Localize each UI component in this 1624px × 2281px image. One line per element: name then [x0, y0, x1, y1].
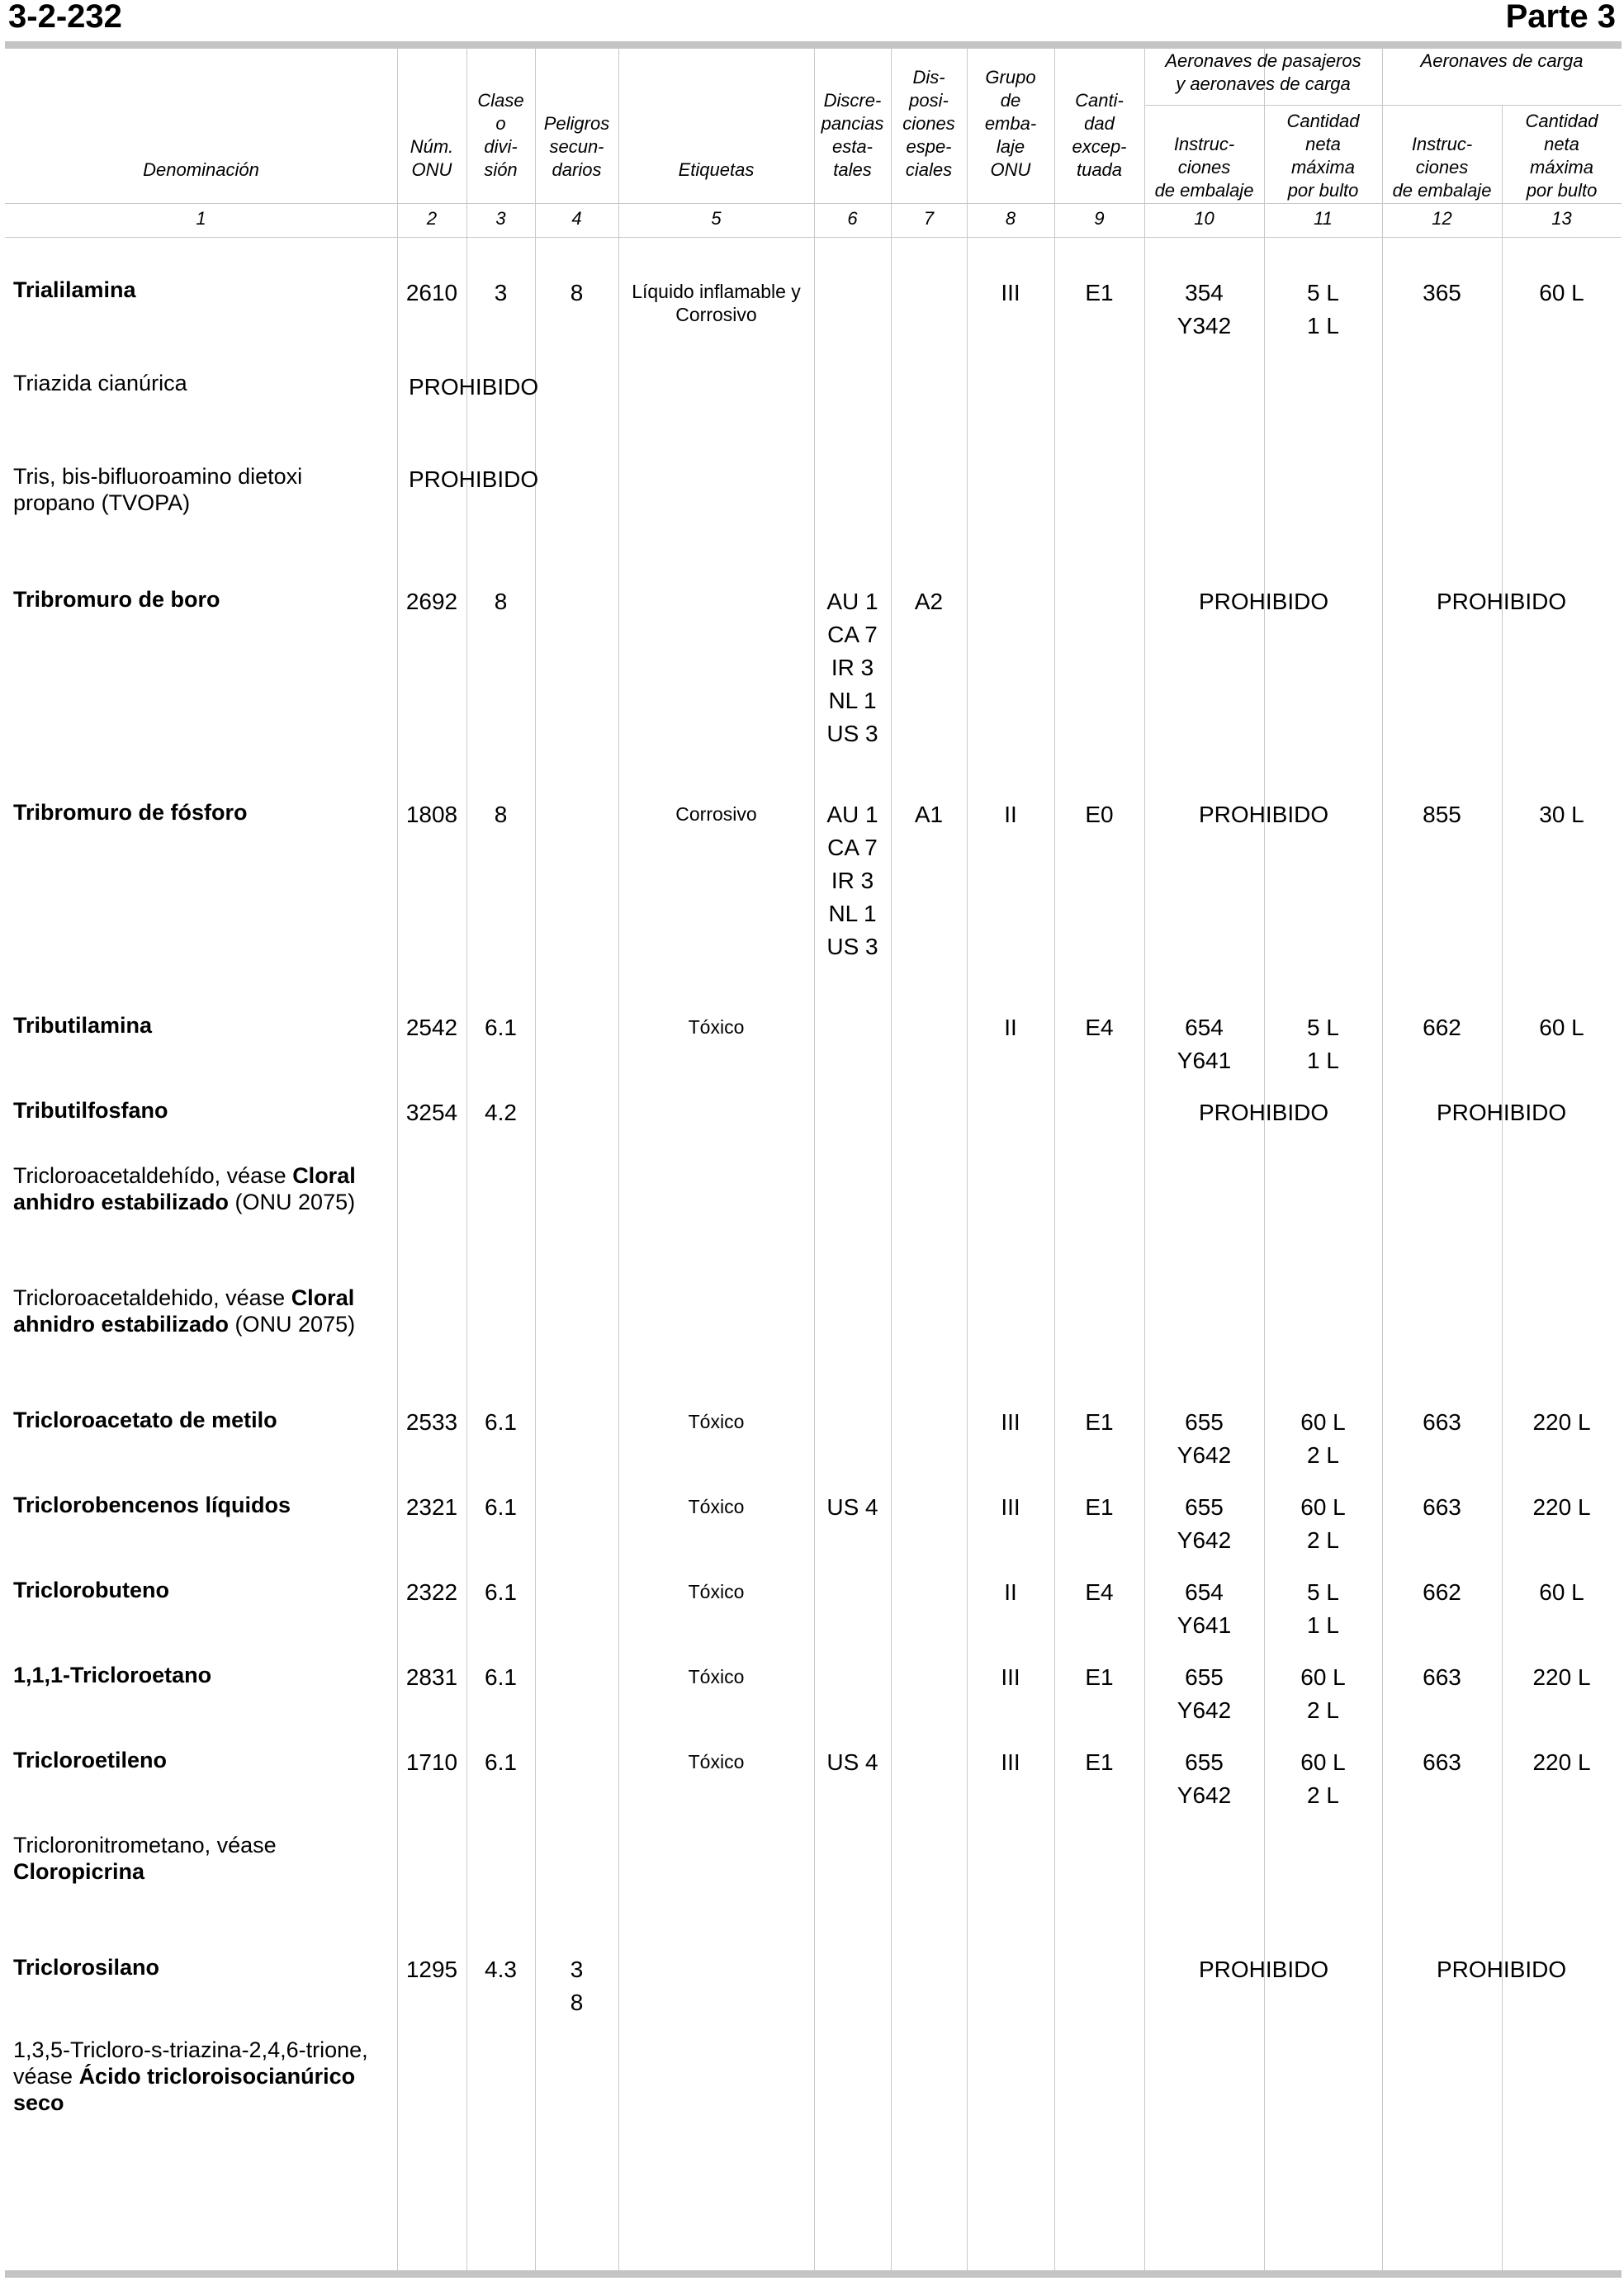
prohibited-text: PROHIBIDO: [1199, 1957, 1329, 1982]
pax-max-quantity: 5 L 1 L: [1307, 280, 1339, 338]
page-number: 3-2-232: [8, 0, 122, 35]
prohibited-text: PROHIBIDO: [1199, 589, 1329, 614]
class-division: 6.1: [485, 1579, 517, 1605]
un-number: 1808: [405, 802, 458, 827]
column-divider: [1054, 47, 1055, 2270]
cao-packing-instruction: 663: [1423, 1409, 1461, 1435]
special-provisions: A2: [914, 589, 944, 614]
column-divider: [1144, 47, 1145, 2270]
hazard-label: Tóxico: [688, 1666, 745, 1687]
hazard-label: Tóxico: [688, 1016, 745, 1038]
un-number: 2322: [405, 1579, 458, 1605]
pax-max-quantity: 60 L 2 L: [1300, 1749, 1346, 1808]
state-variations: AU 1 CA 7 IR 3 NL 1 US 3: [826, 802, 878, 959]
un-number: 3254: [405, 1100, 458, 1125]
cao-max-quantity: 60 L: [1539, 1579, 1584, 1605]
un-number: 2542: [405, 1015, 458, 1040]
un-number: 2692: [405, 589, 458, 614]
packing-group: III: [1001, 280, 1020, 305]
cao-packing-instruction: 662: [1423, 1579, 1461, 1605]
class-division: 6.1: [485, 1494, 517, 1520]
cao-max-quantity: 60 L: [1539, 280, 1584, 305]
un-number: 2610: [405, 280, 458, 305]
pax-packing-instruction: 655 Y642: [1177, 1749, 1232, 1808]
header-disposiciones: Dis- posi- ciones espe- ciales: [902, 67, 955, 180]
column-divider: [397, 47, 398, 2270]
prohibited-text: PROHIBIDO: [1199, 802, 1329, 827]
packing-group: III: [1001, 1664, 1020, 1690]
pax-packing-instruction: 655 Y642: [1177, 1494, 1232, 1553]
state-variations: AU 1 CA 7 IR 3 NL 1 US 3: [826, 589, 878, 746]
table-row-name: Triclorobuteno: [13, 1578, 169, 1602]
un-number: 2321: [405, 1494, 458, 1520]
column-divider: [618, 47, 619, 2270]
special-provisions: A1: [914, 802, 944, 827]
cao-max-quantity: 60 L: [1539, 1015, 1584, 1040]
packing-group: II: [1004, 1015, 1017, 1040]
hazard-label: Líquido inflamable y Corrosivo: [632, 281, 801, 325]
prohibited-text: PROHIBIDO: [1437, 1957, 1567, 1982]
class-division: 8: [494, 589, 508, 614]
class-division: 4.3: [485, 1957, 517, 1982]
column-divider: [1382, 47, 1383, 2270]
class-division: 6.1: [485, 1409, 517, 1435]
pax-packing-instruction: 654 Y641: [1177, 1015, 1232, 1073]
pax-max-quantity: 5 L 1 L: [1307, 1015, 1339, 1073]
excepted-quantity: E1: [1085, 1409, 1114, 1435]
cao-max-quantity: 220 L: [1532, 1494, 1591, 1520]
header-passenger-aircraft: Aeronaves de pasajeros y aeronaves de carga: [1165, 50, 1361, 94]
group-divider: [1144, 105, 1622, 106]
excepted-quantity: E1: [1085, 280, 1114, 305]
cao-packing-instruction: 663: [1423, 1494, 1461, 1520]
table-row-name: Tribromuro de boro: [13, 587, 220, 612]
state-variations: US 4: [826, 1494, 878, 1520]
column-number: 5: [711, 208, 722, 229]
column-number: 4: [571, 208, 582, 229]
prohibited-text: PROHIBIDO: [1199, 1100, 1329, 1125]
packing-group: II: [1004, 802, 1017, 827]
subsidiary-risk: 3 8: [570, 1957, 584, 2015]
header-discrepancias: Discre- pancias esta- tales: [821, 90, 884, 180]
table-row-name: Tricloroacetato de metilo: [13, 1408, 277, 1432]
excepted-quantity: E1: [1085, 1494, 1114, 1520]
subsidiary-risk: 8: [570, 280, 584, 305]
column-number: 7: [923, 208, 935, 229]
header-pax-cantidad: Cantidad neta máxima por bulto: [1286, 111, 1360, 201]
header-cao-instrucciones: Instruc- ciones de embalaje: [1392, 134, 1492, 201]
un-number: 1710: [405, 1749, 458, 1775]
header-clase: Clase o divi- sión: [477, 90, 524, 180]
cao-max-quantity: 220 L: [1532, 1409, 1591, 1435]
header-etiquetas: Etiquetas: [678, 159, 755, 180]
hazard-label: Tóxico: [688, 1751, 745, 1772]
excepted-quantity: E0: [1085, 802, 1114, 827]
packing-group: III: [1001, 1494, 1020, 1520]
un-number: 1295: [405, 1957, 458, 1982]
pax-packing-instruction: 354 Y342: [1177, 280, 1232, 338]
column-number-divider: [5, 237, 1622, 238]
table-row-name: Tributilamina: [13, 1013, 153, 1038]
excepted-quantity: E4: [1085, 1579, 1114, 1605]
cao-packing-instruction: 365: [1423, 280, 1461, 305]
table-row-name: Tricloroetileno: [13, 1748, 168, 1772]
hazard-label: Tóxico: [688, 1581, 745, 1602]
class-division: 4.2: [485, 1100, 517, 1125]
hazard-label: Tóxico: [688, 1496, 745, 1517]
un-number: 2533: [405, 1409, 458, 1435]
excepted-quantity: E1: [1085, 1664, 1114, 1690]
prohibited-text: PROHIBIDO: [409, 466, 539, 492]
cao-packing-instruction: 662: [1423, 1015, 1461, 1040]
column-divider: [1264, 47, 1265, 2270]
table-row-name: Tricloroacetaldehído, véase Cloral anhidro estabilizado (ONU 2075): [13, 1163, 356, 1214]
packing-group: III: [1001, 1749, 1020, 1775]
cao-max-quantity: 30 L: [1539, 802, 1584, 827]
pax-packing-instruction: 655 Y642: [1177, 1409, 1232, 1468]
column-number: 10: [1194, 208, 1214, 229]
table-row-name: Tricloroacetaldehido, véase Cloral ahnidro estabilizado (ONU 2075): [13, 1285, 356, 1337]
column-divider: [1502, 105, 1503, 2270]
column-divider: [967, 47, 968, 2270]
table-row-name: Triazida cianúrica: [13, 371, 187, 395]
pax-max-quantity: 60 L 2 L: [1300, 1409, 1346, 1468]
table-row-name: Tris, bis-bifluoroamino dietoxi propano (TVOPA): [13, 464, 303, 515]
un-number: 2831: [405, 1664, 458, 1690]
pax-packing-instruction: 655 Y642: [1177, 1664, 1232, 1723]
header-cao-cantidad: Cantidad neta máxima por bulto: [1525, 111, 1598, 201]
prohibited-text: PROHIBIDO: [1437, 589, 1567, 614]
table-row-name: 1,3,5-Tricloro-s-triazina-2,4,6-trione, véase Ácido tricloroisocianúrico seco: [13, 2037, 368, 2115]
table-row-name: Trialilamina: [13, 277, 136, 302]
table-row-name: Triclorosilano: [13, 1955, 160, 1980]
table-row-name: Tricloronitrometano, véase Cloropicrina: [13, 1833, 277, 1884]
column-number: 2: [426, 208, 438, 229]
prohibited-text: PROHIBIDO: [1437, 1100, 1567, 1125]
pax-max-quantity: 5 L 1 L: [1307, 1579, 1339, 1638]
column-divider: [814, 47, 815, 2270]
cao-max-quantity: 220 L: [1532, 1664, 1591, 1690]
table-row-name: Tributilfosfano: [13, 1098, 168, 1123]
column-number: 9: [1094, 208, 1105, 229]
class-division: 6.1: [485, 1749, 517, 1775]
header-num-onu: Núm. ONU: [410, 136, 454, 180]
column-number: 12: [1432, 208, 1452, 229]
header-divider: [5, 203, 1622, 204]
header-peligros: Peligros secun- darios: [543, 113, 610, 180]
top-rule: [5, 41, 1622, 49]
cao-packing-instruction: 855: [1423, 802, 1461, 827]
header-grupo-embalaje: Grupo de emba- laje ONU: [984, 67, 1037, 180]
packing-group: II: [1004, 1579, 1017, 1605]
part-title: Parte 3: [1505, 0, 1616, 35]
column-number: 11: [1314, 208, 1333, 229]
column-number: 6: [847, 208, 858, 229]
pax-max-quantity: 60 L 2 L: [1300, 1664, 1346, 1723]
hazard-label: Corrosivo: [675, 803, 757, 825]
cao-packing-instruction: 663: [1423, 1749, 1461, 1775]
excepted-quantity: E1: [1085, 1749, 1114, 1775]
table-row-name: Triclorobencenos líquidos: [13, 1493, 291, 1517]
column-number: 8: [1005, 208, 1016, 229]
column-number: 3: [495, 208, 506, 229]
table-row-name: 1,1,1-Tricloroetano: [13, 1663, 212, 1687]
packing-group: III: [1001, 1409, 1020, 1435]
class-division: 6.1: [485, 1015, 517, 1040]
excepted-quantity: E4: [1085, 1015, 1114, 1040]
header-pax-instrucciones: Instruc- ciones de embalaje: [1154, 134, 1254, 201]
class-division: 8: [494, 802, 508, 827]
class-division: 6.1: [485, 1664, 517, 1690]
header-cantidad-exceptuada: Canti- dad excep- tuada: [1072, 90, 1127, 180]
table-row-name: Tribromuro de fósforo: [13, 800, 248, 825]
cao-max-quantity: 220 L: [1532, 1749, 1591, 1775]
header-denominacion: Denominación: [143, 159, 259, 180]
pax-packing-instruction: 654 Y641: [1177, 1579, 1232, 1638]
column-number: 13: [1551, 208, 1572, 229]
bottom-rule: [5, 2270, 1622, 2278]
column-number: 1: [196, 208, 206, 229]
prohibited-text: PROHIBIDO: [409, 374, 539, 400]
pax-max-quantity: 60 L 2 L: [1300, 1494, 1346, 1553]
header-cargo-aircraft: Aeronaves de carga: [1420, 50, 1584, 71]
class-division: 3: [494, 280, 508, 305]
cao-packing-instruction: 663: [1423, 1664, 1461, 1690]
hazard-label: Tóxico: [688, 1411, 745, 1432]
column-divider: [891, 47, 892, 2270]
state-variations: US 4: [826, 1749, 878, 1775]
